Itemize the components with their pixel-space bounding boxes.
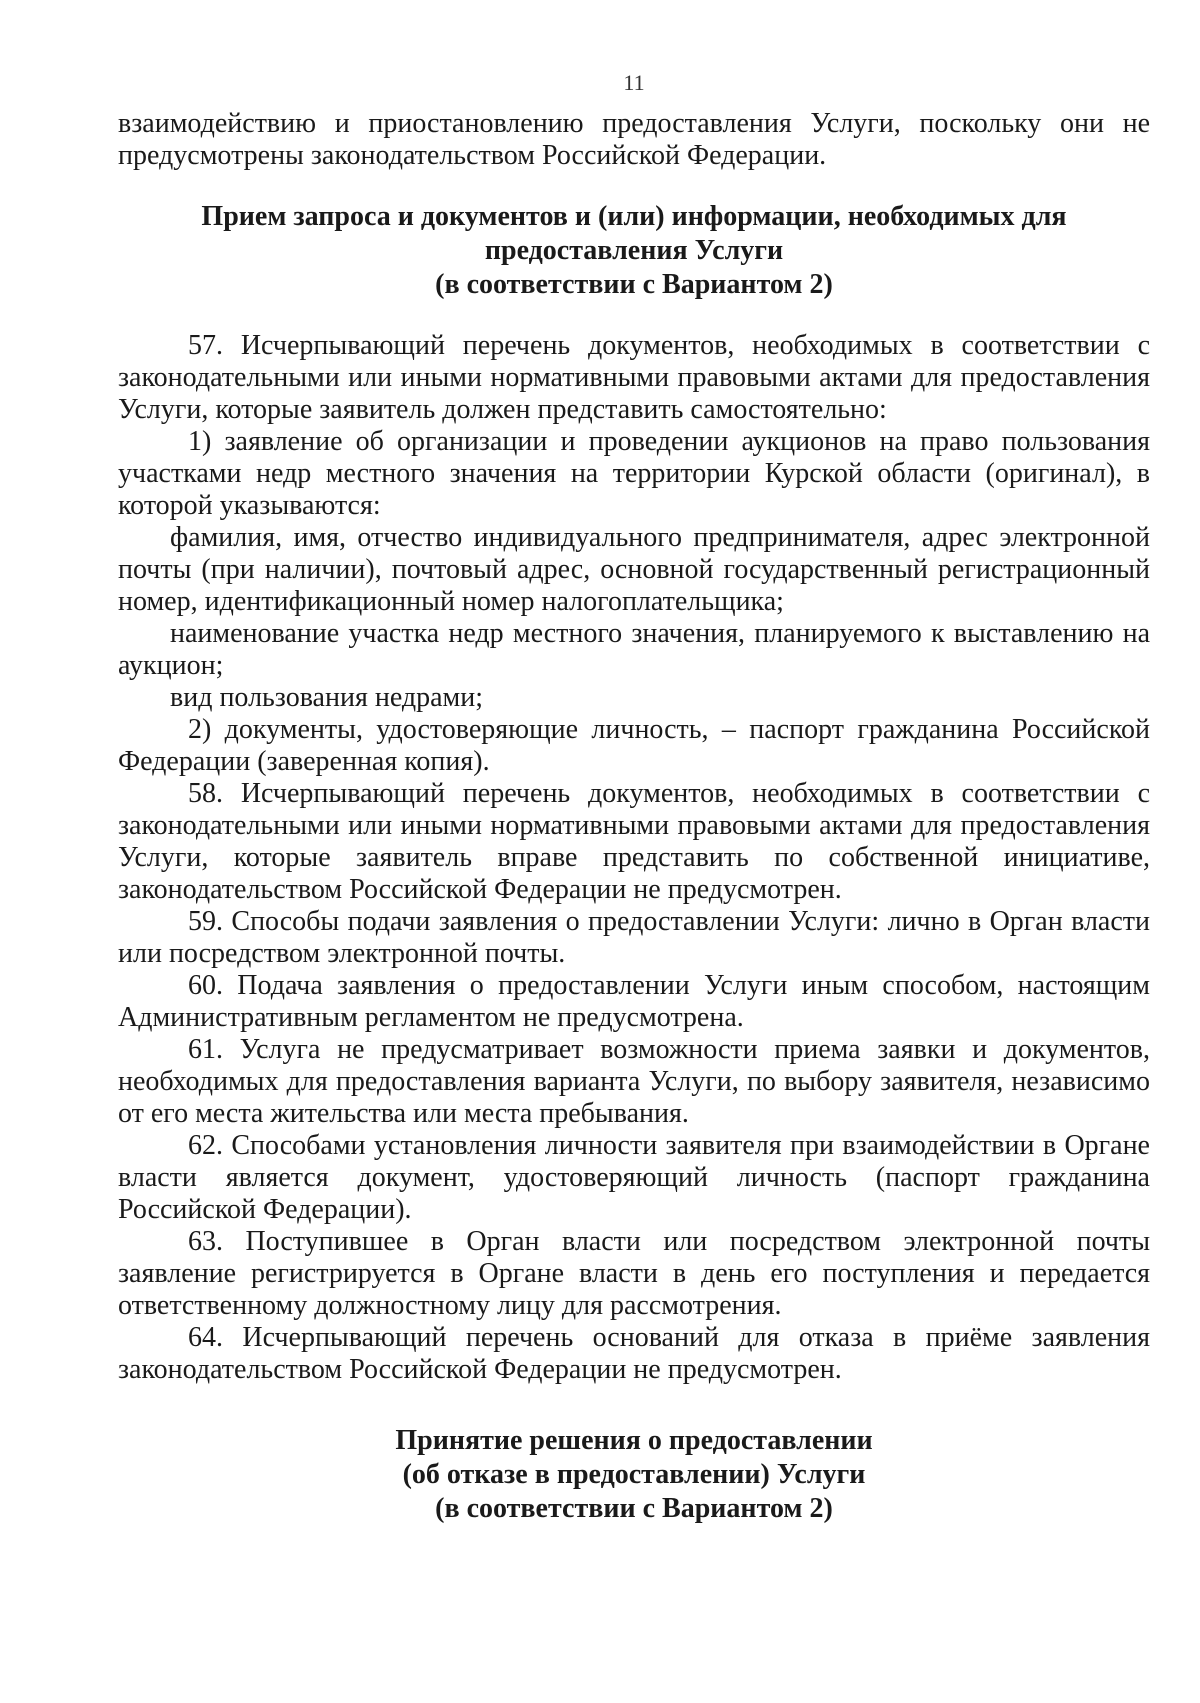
section-heading-line: (в соответствии с Вариантом 2) bbox=[435, 1493, 833, 1524]
section-heading-line: (в соответствии с Вариантом 2) bbox=[435, 269, 833, 300]
paragraph-57: 57. Исчерпывающий перечень документов, необходимых в соответствии с законодательными или иными нормативными правовыми актами для предоставления Услуги, которые заявитель должен представить самостоятельно: bbox=[118, 330, 1150, 425]
section-heading-line: (об отказе в предоставлении) Услуги bbox=[402, 1459, 866, 1490]
paragraph-61: 61. Услуга не предусматривает возможности приема заявки и документов, необходимых для предоставления варианта Услуги, по выбору заявителя, независимо от его места жительства или места пребывания. bbox=[118, 1034, 1150, 1129]
paragraph-57-item-1a: фамилия, имя, отчество индивидуального предпринимателя, адрес электронной почты (при наличии), почтовый адрес, основной государственный регистрационный номер, идентификационный номер налогоплательщика; bbox=[118, 522, 1150, 617]
paragraph-57-item-1c: вид пользования недрами; bbox=[170, 682, 484, 713]
paragraph-64: 64. Исчерпывающий перечень оснований для отказа в приёме заявления законодательством Российской Федерации не предусмотрен. bbox=[118, 1322, 1150, 1385]
intro-paragraph: взаимодействию и приостановлению предоставления Услуги, поскольку они не предусмотрены законодательством Российской Федерации. bbox=[118, 108, 1150, 171]
paragraph-59: 59. Способы подачи заявления о предоставлении Услуги: лично в Орган власти или посредством электронной почты. bbox=[118, 906, 1150, 969]
document-page bbox=[118, 70, 1150, 1526]
section-heading-line: Принятие решения о предоставлении bbox=[395, 1425, 873, 1456]
section-heading-line: предоставления Услуги bbox=[484, 235, 784, 266]
section-heading-line: Прием запроса и документов и (или) информации, необходимых для bbox=[201, 201, 1067, 232]
section-heading-decision bbox=[118, 1424, 1150, 1526]
paragraph-58: 58. Исчерпывающий перечень документов, необходимых в соответствии с законодательными или иными нормативными правовыми актами для предоставления Услуги, которые заявитель вправе представить по собственной инициативе, законодательством Российской Федерации не предусмотрен. bbox=[118, 778, 1150, 905]
paragraph-62: 62. Способами установления личности заявителя при взаимодействии в Органе власти является документ, удостоверяющий личность (паспорт гражданина Российской Федерации). bbox=[118, 1130, 1150, 1225]
paragraph-57-item-2: 2) документы, удостоверяющие личность, – паспорт гражданина Российской Федерации (заверенная копия). bbox=[118, 714, 1150, 777]
section-heading-reception bbox=[118, 200, 1150, 302]
paragraph-57-item-1: 1) заявление об организации и проведении аукционов на право пользования участками недр местного значения на территории Курской области (оригинал), в которой указываются: bbox=[118, 426, 1150, 521]
page-number: 11 bbox=[623, 70, 645, 95]
paragraph-60: 60. Подача заявления о предоставлении Услуги иным способом, настоящим Административным регламентом не предусмотрена. bbox=[118, 970, 1150, 1033]
paragraph-63: 63. Поступившее в Орган власти или посредством электронной почты заявление регистрируется в Органе власти в день его поступления и передается ответственному должностному лицу для рассмотрения. bbox=[118, 1226, 1150, 1321]
paragraph-57-item-1b: наименование участка недр местного значения, планируемого к выставлению на аукцион; bbox=[118, 618, 1150, 681]
